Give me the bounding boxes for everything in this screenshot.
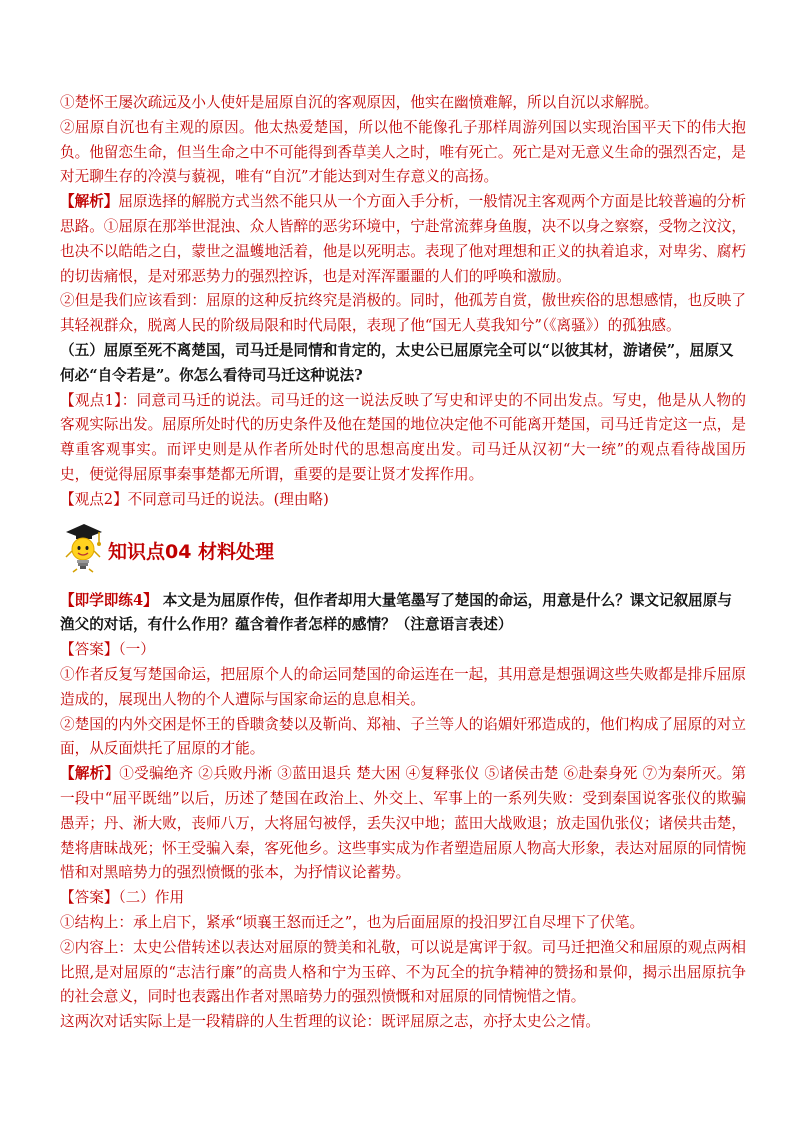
answer-1-label: 【答案】 [60,641,119,659]
paragraph-7: ②内容上：太史公借转述以表达对屈原的赞美和礼敬，可以说是寓评于叙。司马迁把渔父和屈原的观点两相比照,是对屈原的“志洁行廉”的高贵人格和宁为玉碎、不为瓦全的抗争精神的赞扬和景仰，揭示出屈原抗争的社会意义，同时也表露出作者对黑暗势力的强烈愤慨和对屈原的同情惋惜之情。 [60,938,746,1006]
analysis-1-text: 屈原选择的解脱方式当然不能只从一个方面入手分析，一般情况主客观两个方面是比较普遍的分析思路。①屈原在那举世混浊、众人皆醉的恶劣环境中，宁赴常流葬身鱼腹，决不以身之察察，受物之汶汶，也决不以皓皓之白，蒙世之温蠖地活着，他是以死明志。表现了他对理想和正义的执着追求，对卑劣、腐朽的切齿痛恨，是对邪恶势力的强烈控诉，也是对浑浑噩噩的人们的呼唤和激励。 [60,193,746,285]
answer-2-text: （二）作用 [118,889,185,907]
view-2 [60,488,746,513]
exercise-4-text: 本文是为屈原作传，但作者却用大量笔墨写了楚国的命运，用意是什么？课文记叙屈原与渔父的对话，有什么作用？蕴含着作者怎样的感情？（注意语言表述） [60,591,732,634]
exercise-4-label: 【即学即练4】 [60,591,158,609]
view-1-label: 【观点1】 [60,391,122,409]
answer-1 [60,638,746,663]
answer-2-label: 【答案】 [60,889,119,907]
paragraph-3: ②但是我们应该看到：屈原的这种反抗终究是消极的。同时，他孤芳自赏，傲世疾俗的思想感情，也反映了其轻视群众，脱离人民的阶级局限和时代局限，表现了他“国无人莫我知兮”（《离骚》）的孤独感。 [60,292,746,335]
section-heading-text: 知识点04 材料处理 [108,541,275,564]
view-2-label: 【观点2】 [60,490,128,508]
paragraph-5: ②楚国的内外交困是怀王的昏聩贪婪以及靳尚、郑袖、子兰等人的谄媚奸邪造成的，他们构成了屈原的对立面，从反面烘托了屈原的才能。 [60,715,746,758]
analysis-2 [60,762,746,886]
section-heading [60,517,746,575]
view-1-text: ：同意司马迁的说法。司马迁的这一说法反映了写史和评史的不同出发点。写史，他是从人物的客观实际出发。屈原所处时代的历史条件及他在楚国的地位决定他不可能离开楚国，司马迁肯定这一点，是尊重客观事实。而评史则是从作者所处时代的思想高度出发。司马迁从汉初“大一统”的观点看待战国历史，便觉得屈原事秦事楚都无所谓，重要的是要让贤才发挥作用。 [60,391,746,483]
paragraph-6: ①结构上：承上启下，紧承“顷襄王怒而迁之”，也为后面屈原的投汨罗江自尽埋下了伏笔。 [60,913,645,931]
analysis-1 [60,190,746,289]
document-content [60,91,746,1035]
paragraph-1: ①楚怀王屡次疏远及小人使奸是屈原自沉的客观原因，他实在幽愤难解，所以自沉以求解脱。 [60,94,659,111]
paragraph-8: 这两次对话实际上是一段精辟的人生哲理的议论：既评屈原之志，亦抒太史公之情。 [60,1013,600,1031]
graduate-bulb-icon [62,519,104,573]
analysis-2-text: ①受骗绝齐 ②兵败丹淅 ③蓝田退兵 楚大困 ④复释张仪 ⑤诸侯击楚 ⑥赴秦身死 ⑦为秦所灭。第一段中“屈平既绌”以后，历述了楚国在政治上、外交上、军事上的一系列失败：受到秦国说客张仪的欺骗愚弄；丹、淅大败，丧师八万，大将屈匄被俘，丢失汉中地；蓝田大战败退；放走国仇张仪；诸侯共击楚，楚将唐昧战死；怀王受骗入秦，客死他乡。这些事实成为作者塑造屈原人物高大形象，表达对屈原的同情惋惜和对黑暗势力的强烈愤慨的张本，为抒情议论蓄势。 [60,765,746,882]
paragraph-2: ②屈原自沉也有主观的原因。他太热爱楚国，所以他不能像孔子那样周游列国以实现治国平天下的伟大抱负。他留恋生命，但当生命之中不可能得到香草美人之时，唯有死亡。死亡是对无意义生命的强烈否定，是对无聊生存的冷漠与藐视，唯有“自沉”才能达到对生存意义的高扬。 [60,118,746,186]
paragraph-4: ①作者反复写楚国命运，把屈原个人的命运同楚国的命运连在一起，其用意是想强调这些失败都是排斥屈原造成的，展现出人物的个人遭际与国家命运的息息相关。 [60,665,746,708]
view-1 [60,389,746,488]
question-5: （五）屈原至死不离楚国，司马迁是同情和肯定的，太史公已屈原完全可以“以彼其材，游诸侯”，屈原又何必“自令若是”。你怎么看待司马迁这种说法? [60,341,734,384]
answer-1-text: （一） [118,641,155,659]
answer-2 [60,886,746,911]
exercise-4 [60,589,746,639]
analysis-2-label: 【解析】 [60,765,120,783]
analysis-1-label: 【解析】 [60,193,119,211]
view-2-text: 不同意司马迁的说法。(理由略) [127,490,329,508]
